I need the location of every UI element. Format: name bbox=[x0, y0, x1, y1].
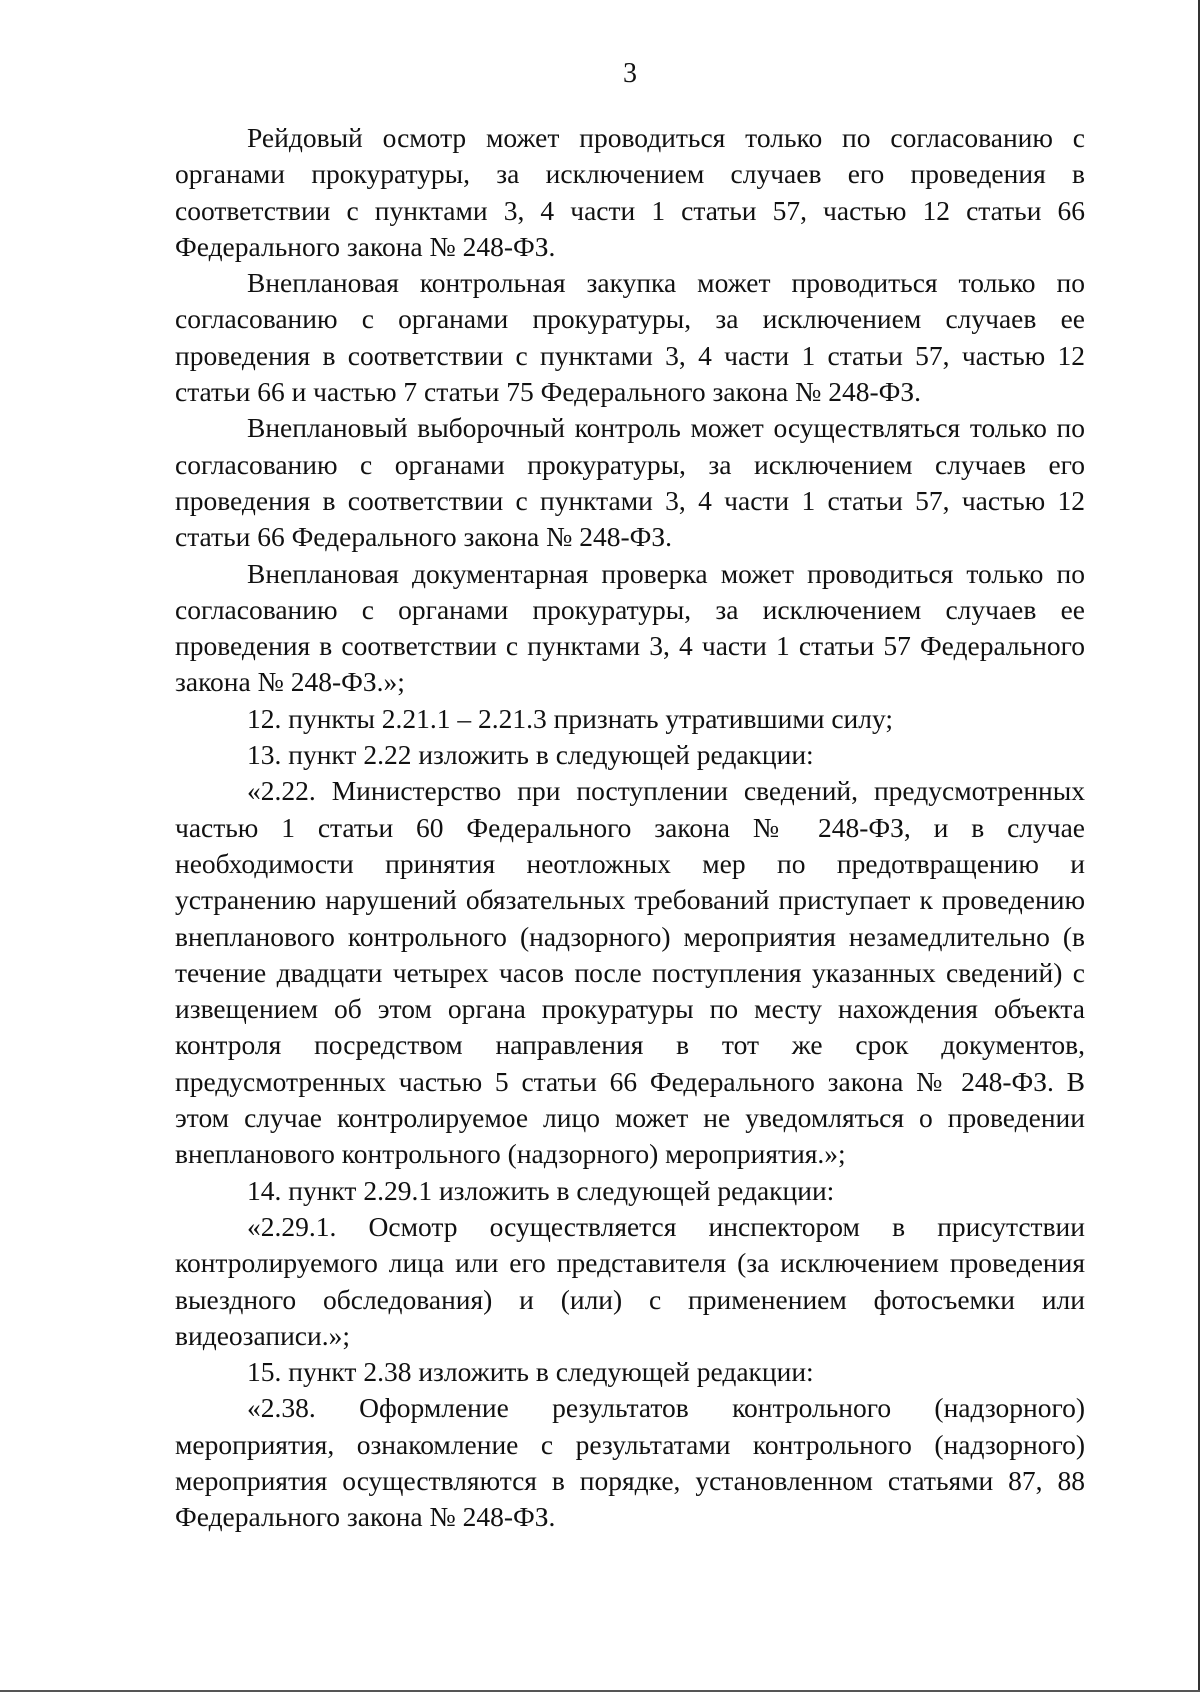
list-item-14: 14. пункт 2.29.1 изложить в следующей редакции: bbox=[247, 1174, 835, 1206]
clause-2-38: «2.38. Оформление результатов контрольного (надзорного) мероприятия, ознакомление с результатами контрольного (надзорного) мероприятия осуществляются в порядке, установленном статьями 87, 88 Федерального закона № 248-ФЗ. bbox=[175, 1392, 1085, 1533]
list-item-15: 15. пункт 2.38 изложить в следующей редакции: bbox=[247, 1356, 814, 1388]
clause-2-29-1: «2.29.1. Осмотр осуществляется инспектором в присутствии контролируемого лица или его представителя (за исключением проведения выездного обследования) и (или) с применением фотосъемки или видеозаписи.»; bbox=[175, 1210, 1085, 1351]
list-item-13: 13. пункт 2.22 изложить в следующей редакции: bbox=[247, 739, 814, 771]
paragraph-selective-control: Внеплановый выборочный контроль может осуществляться только по согласованию с органами прокуратуры, за исключением случаев его проведения в соответствии с пунктами 3, 4 части 1 статьи 57, частью 12 статьи 66 Федерального закона № 248-ФЗ. bbox=[175, 412, 1085, 553]
paragraph-control-purchase: Внеплановая контрольная закупка может проводиться только по согласованию с органами прокуратуры, за исключением случаев ее проведения в соответствии с пунктами 3, 4 части 1 статьи 57, частью 12 статьи 66 и частью 7 статьи 75 Федерального закона № 248-ФЗ. bbox=[175, 267, 1085, 408]
paragraph-raid-inspection: Рейдовый осмотр может проводиться только по согласованию с органами прокуратуры, за исключением случаев его проведения в соответствии с пунктами 3, 4 части 1 статьи 57, частью 12 статьи 66 Федерального закона № 248-ФЗ. bbox=[175, 122, 1085, 262]
list-item-12: 12. пункты 2.21.1 – 2.21.3 признать утратившими силу; bbox=[247, 702, 893, 734]
paragraph-documentary-check: Внеплановая документарная проверка может проводиться только по согласованию с органами прокуратуры, за исключением случаев ее проведения в соответствии с пунктами 3, 4 части 1 статьи 57 Федерального закона № 248-ФЗ.»; bbox=[175, 557, 1085, 698]
document-body bbox=[175, 120, 1085, 1536]
clause-2-22: «2.22. Министерство при поступлении сведений, предусмотренных частью 1 статьи 60 Федерального закона № 248-ФЗ, и в случае необходимости принятия неотложных мер по предотвращению и устранению нарушений обязательных требований приступает к проведению внепланового контрольного (надзорного) мероприятия незамедлительно (в течение двадцати четырех часов после поступления указанных сведений) с извещением об этом органа прокуратуры по месту нахождения объекта контроля посредством направления в тот же срок документов, предусмотренных частью 5 статьи 66 Федерального закона № 248-ФЗ. В этом случае контролируемое лицо может не уведомляться о проведении внепланового контрольного (надзорного) мероприятия.»; bbox=[175, 775, 1085, 1170]
page-number: 3 bbox=[623, 58, 637, 89]
